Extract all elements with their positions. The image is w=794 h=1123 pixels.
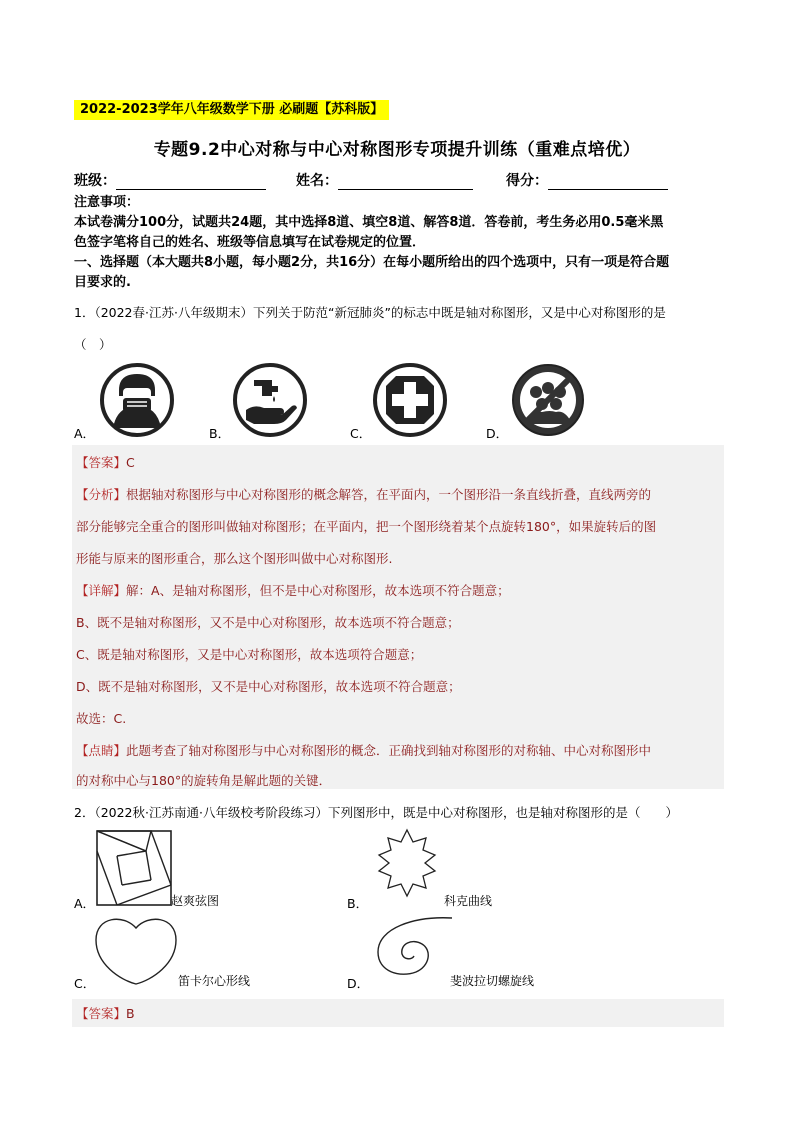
q1-detail — [76, 581, 510, 599]
q1-analysis-line: 部分能够完全重合的图形叫做轴对称图形；在平面内，把一个图形绕着某个点旋转180°，如果旋转后的图 — [76, 519, 657, 534]
fibonacci-spiral-icon — [374, 916, 454, 980]
zhao-shuang-diagram-icon — [96, 830, 172, 906]
page-title: 专题9.2中心对称与中心对称图形专项提升训练（重难点培优） — [153, 140, 641, 160]
q1-detail-line: C、既是轴对称图形，又是中心对称图形，故本选项符合题意； — [76, 647, 423, 662]
no-gathering-icon — [510, 362, 586, 438]
answer-tag: 【答案】 — [76, 455, 127, 470]
class-blank[interactable] — [116, 175, 266, 190]
q1-comment-line: 的对称中心与180°的旋转角是解此题的关键． — [76, 773, 332, 788]
q2-option-b-label[interactable]: B． — [347, 896, 369, 911]
answer-value: B — [126, 1006, 135, 1021]
class-field — [74, 170, 266, 190]
q2-stem: 2．（2022秋·江苏南通·八年级校考阶段练习）下列图形中，既是中心对称图形，也是轴对称图形的是（ ） — [74, 805, 678, 820]
q2-caption-d: 斐波拉切螺旋线 — [450, 974, 535, 988]
q1-option-a-label[interactable]: A． — [74, 426, 96, 441]
score-field — [506, 170, 668, 190]
handwash-icon — [232, 362, 308, 438]
name-label: 姓名： — [296, 173, 338, 189]
name-blank[interactable] — [338, 175, 473, 190]
section-heading: 一、选择题（本大题共8小题，每小题2分，共16分）在每小题所给出的四个选项中，只有一项是符合题 — [74, 255, 670, 270]
q2-caption-a: 赵爽弦图 — [171, 894, 220, 908]
q1-stem: 1．（2022春·江苏·八年级期末）下列关于防范“新冠肺炎”的标志中既是轴对称图形，又是中心对称图形的是 — [74, 305, 666, 320]
q1-choice: 故选：C. — [76, 711, 127, 726]
detail-tag: 【详解】 — [76, 583, 127, 598]
section-heading: 目要求的. — [74, 275, 131, 290]
q1-option-d-label[interactable]: D． — [486, 426, 509, 441]
q1-solution-box — [72, 445, 724, 789]
medical-cross-icon — [372, 362, 448, 438]
q1-detail-line: B、既不是轴对称图形，又不是中心对称图形，故本选项不符合题意； — [76, 615, 460, 630]
q2-option-a-label[interactable]: A． — [74, 896, 96, 911]
q1-answer — [76, 453, 135, 471]
comment-tag: 【点睛】 — [76, 743, 127, 758]
score-label: 得分： — [506, 173, 548, 189]
q1-analysis — [76, 485, 651, 503]
q2-answer — [76, 1004, 135, 1022]
instructions — [74, 193, 724, 293]
answer-tag: 【答案】 — [76, 1006, 127, 1021]
q2-caption-b: 科克曲线 — [444, 894, 493, 908]
q1-detail-line: D、既不是轴对称图形，又不是中心对称图形，故本选项不符合题意； — [76, 679, 461, 694]
score-blank[interactable] — [548, 175, 668, 190]
mask-person-icon — [99, 362, 175, 438]
q2-options — [74, 828, 734, 998]
q1-comment — [76, 741, 651, 759]
q2-option-c-label[interactable]: C． — [74, 976, 96, 991]
name-field — [296, 170, 473, 190]
q2-option-d-label[interactable]: D． — [347, 976, 370, 991]
detail-text: 解：A、是轴对称图形，但不是中心对称图形，故本选项不符合题意； — [126, 583, 510, 598]
answer-value: C — [126, 455, 135, 470]
cardioid-icon — [94, 914, 178, 986]
series-banner: 2022-2023学年八年级数学下册 必刷题【苏科版】 — [74, 100, 389, 120]
instructions-heading: 注意事项： — [74, 195, 140, 210]
q1-options — [74, 362, 734, 442]
comment-text: 此题考查了轴对称图形与中心对称图形的概念．正确找到轴对称图形的对称轴、中心对称图形中 — [126, 743, 652, 758]
analysis-tag: 【分析】 — [76, 487, 127, 502]
q1-option-c-label[interactable]: C． — [350, 426, 372, 441]
q1-analysis-line: 形能与原来的图形重合，那么这个图形叫做中心对称图形. — [76, 551, 393, 566]
q1-stem-bracket: （ ） — [74, 337, 112, 352]
q2-caption-c: 笛卡尔心形线 — [178, 974, 251, 988]
instructions-line: 色签字笔将自己的姓名、班级等信息填写在试卷规定的位置． — [74, 235, 426, 250]
q1-option-b-label[interactable]: B． — [209, 426, 231, 441]
q2-solution-box — [72, 999, 724, 1027]
koch-snowflake-icon — [372, 828, 442, 898]
analysis-text: 根据轴对称图形与中心对称图形的概念解答，在平面内，一个图形沿一条直线折叠，直线两旁的 — [126, 487, 652, 502]
class-label: 班级： — [74, 173, 116, 189]
instructions-line: 本试卷满分100分，试题共24题，其中选择8道、填空8道、解答8道．答卷前，考生务必用0.5毫米黑 — [74, 215, 664, 230]
